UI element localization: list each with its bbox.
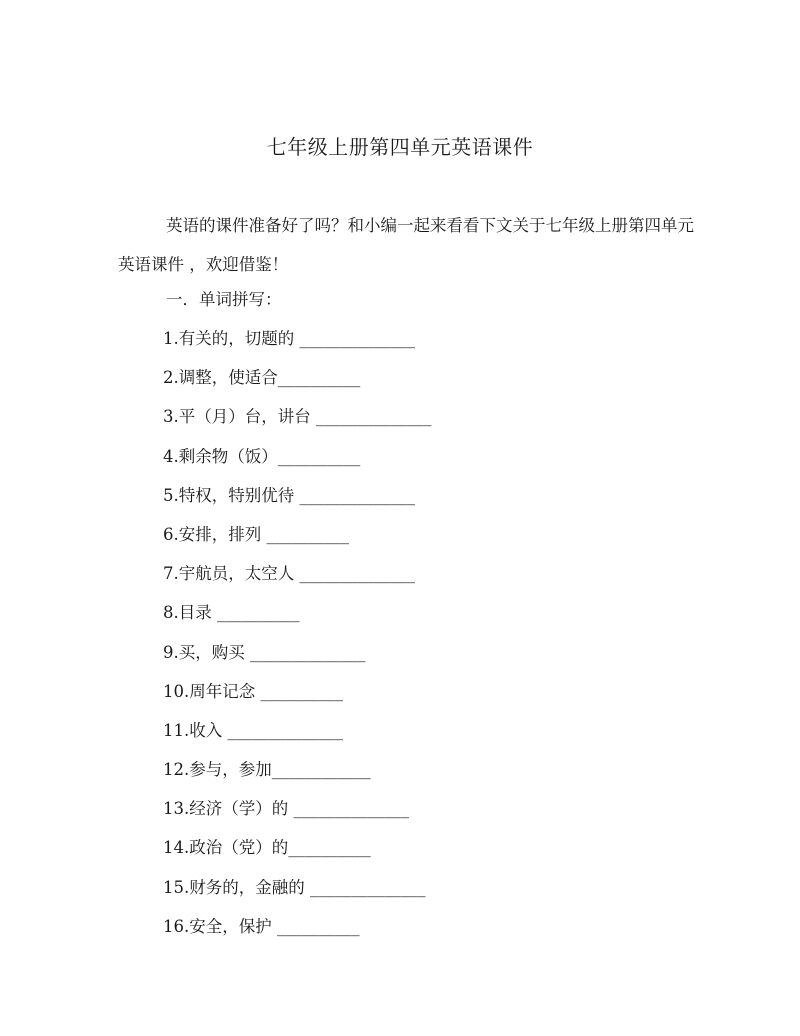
list-item: 15.财务的，金融的 ______________ [163, 877, 426, 897]
list-item: 7.宇航员，太空人 ______________ [163, 564, 415, 584]
list-item: 3.平（月）台，讲台 ______________ [163, 407, 432, 427]
list-item: 2.调整，使适合__________ [163, 368, 361, 388]
list-item: 14.政治（党）的__________ [163, 838, 371, 858]
list-item: 12.参与，参加____________ [163, 760, 371, 780]
list-item: 16.安全，保护 __________ [163, 916, 360, 936]
list-item: 13.经济（学）的 ______________ [163, 799, 409, 819]
list-item: 11.收入 ______________ [163, 720, 343, 740]
list-item: 6.安排，排列 __________ [163, 524, 349, 544]
list-item: 1.有关的，切题的 ______________ [163, 329, 415, 348]
word-spelling-list [163, 326, 432, 953]
list-item: 4.剩余物（饭）__________ [163, 446, 361, 466]
list-item: 10.周年记念 __________ [163, 681, 343, 701]
section-heading: 一．单词拼写： [166, 290, 282, 309]
intro-paragraph: 英语的课件准备好了吗？和小编一起来看看下文关于七年级上册第四单元英语课件 ，欢迎借鉴！ [118, 216, 694, 274]
list-item: 9.买，购买 ______________ [163, 642, 366, 662]
list-item: 8.目录 __________ [163, 603, 300, 623]
document-title: 七年级上册第四单元英语课件 [266, 135, 534, 159]
list-item: 5.特权，特别优待 ______________ [163, 485, 415, 505]
